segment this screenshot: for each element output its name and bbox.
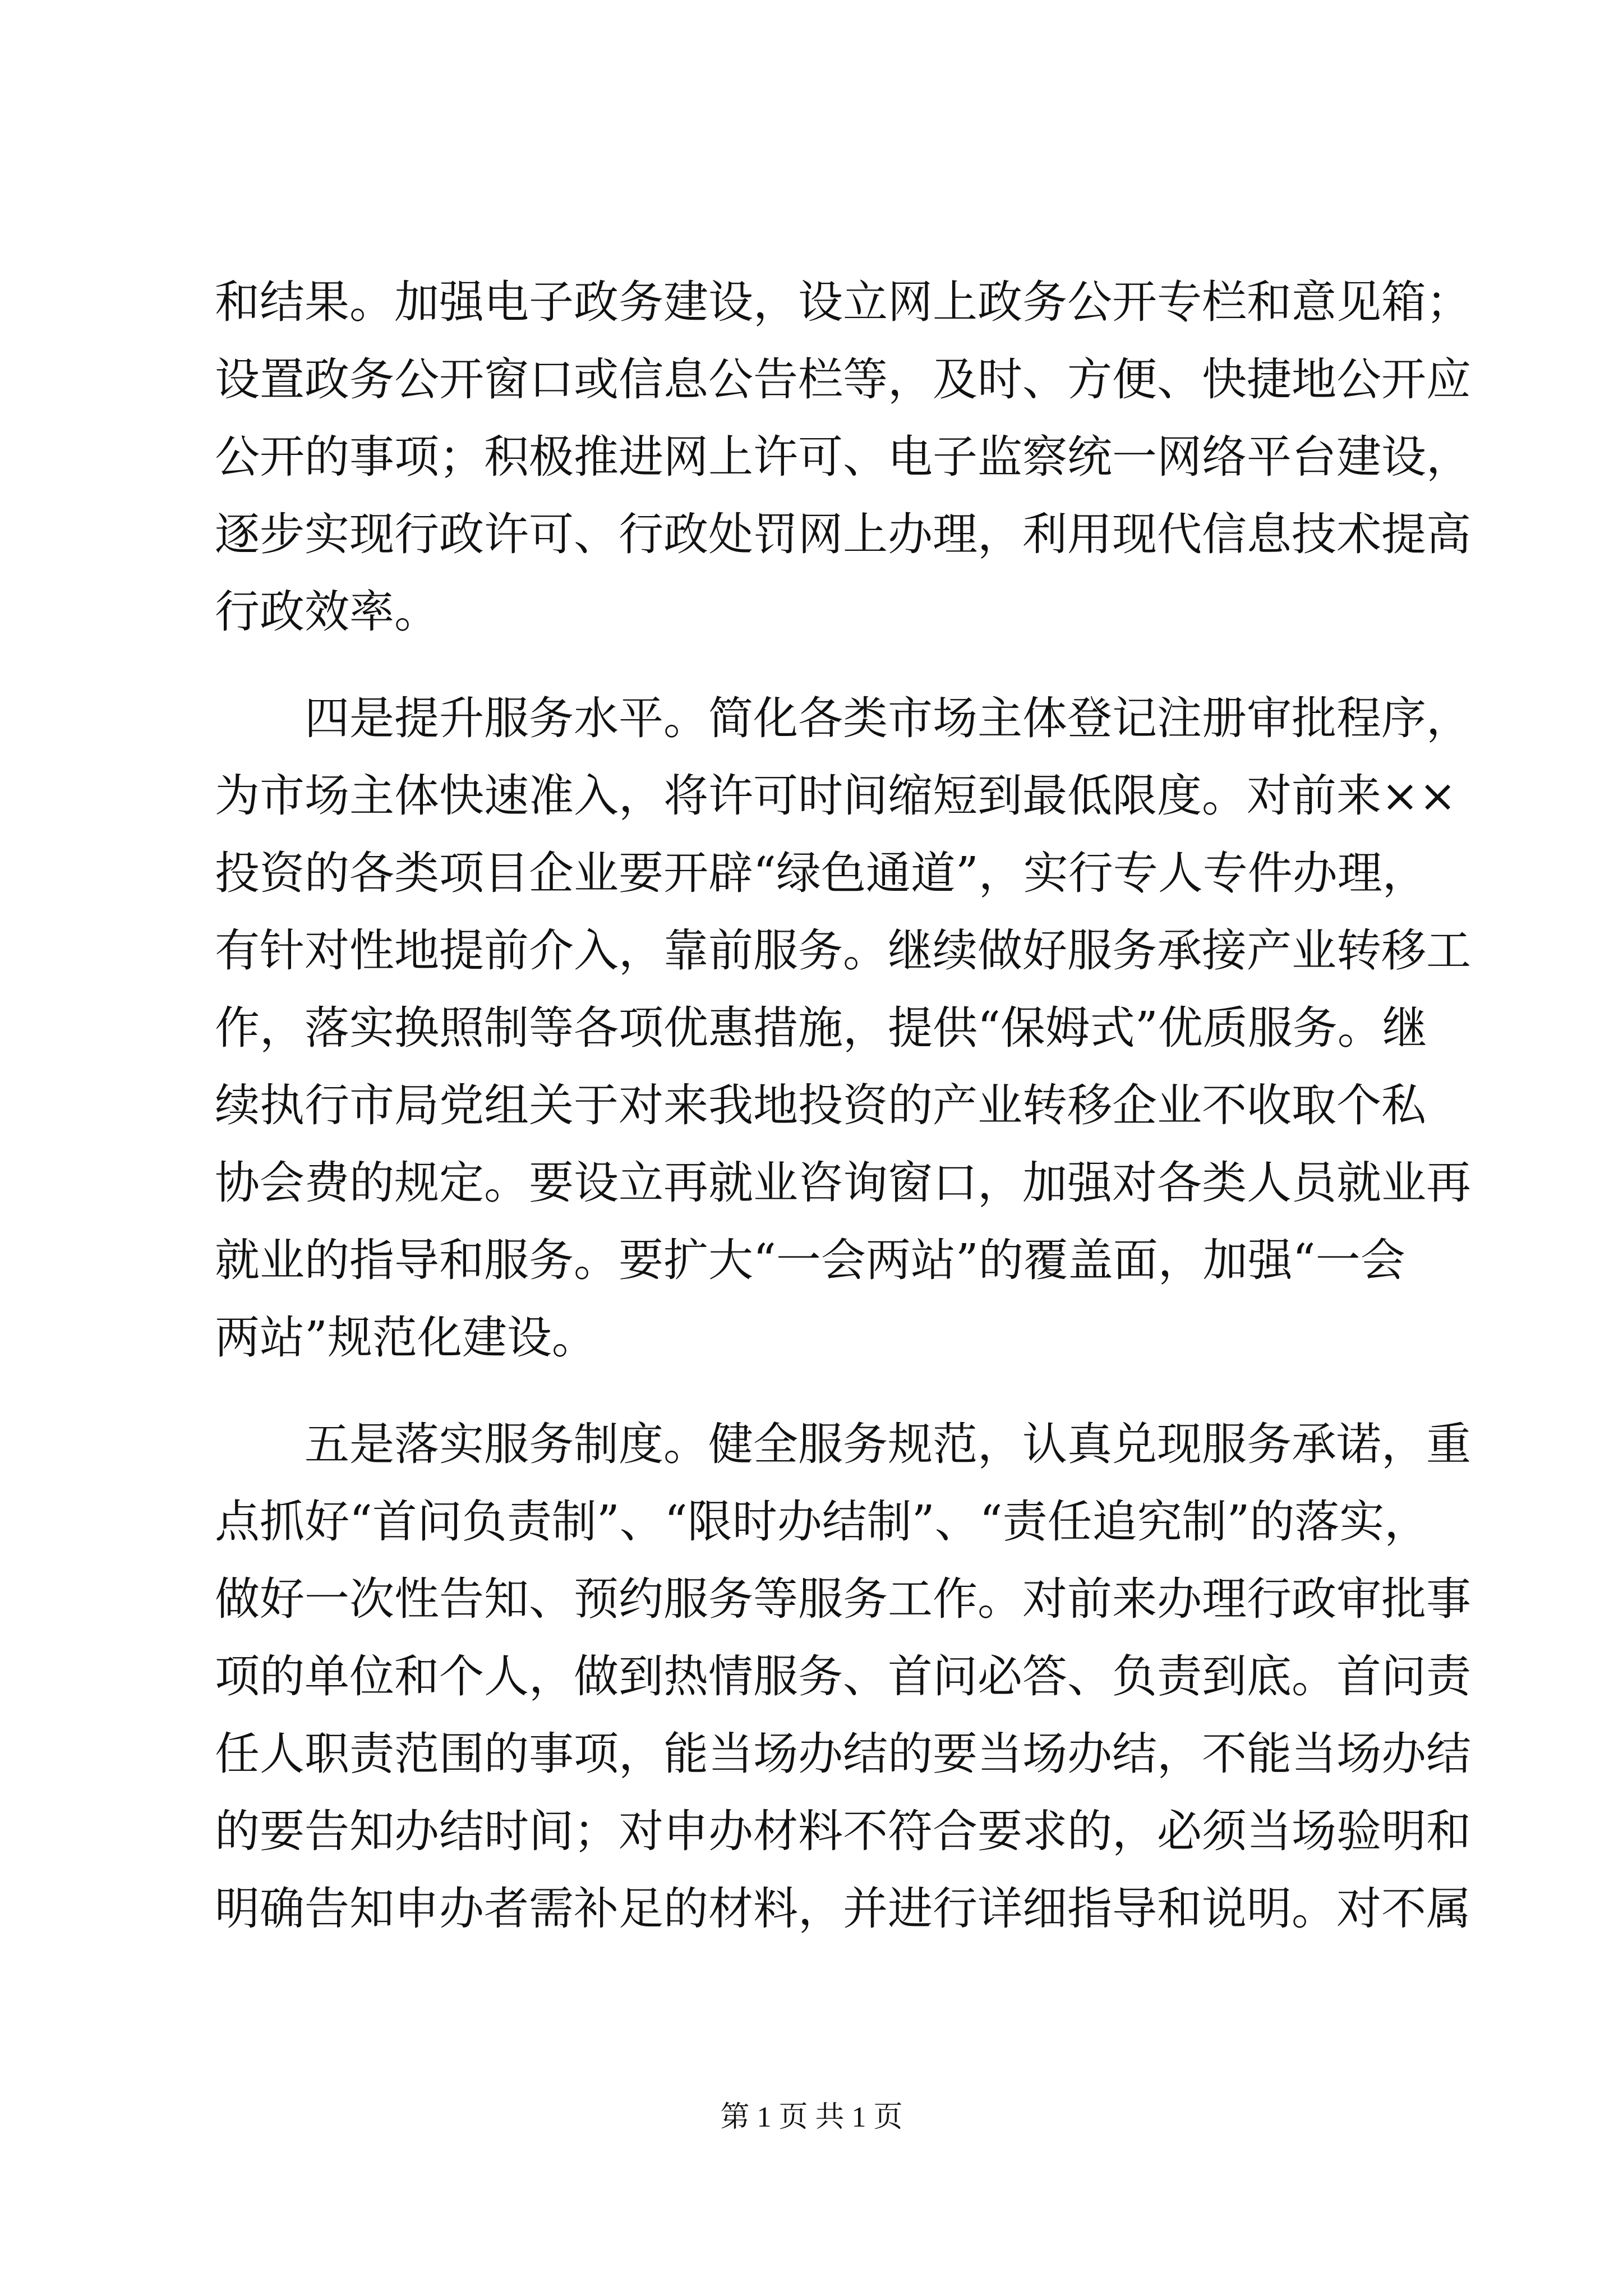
page-footer: 第 1 页 共 1 页 [720, 2101, 903, 2133]
text-line: 任人职责范围的事项，能当场办结的要当场办结，不能当场办结 [215, 1728, 1471, 1780]
text-line: 协会费的规定。要设立再就业咨询窗口，加强对各类人员就业再 [215, 1157, 1471, 1209]
text-line: 和结果。加强电子政务建设，设立网上政务公开专栏和意见箱； [215, 276, 1471, 328]
text-line: 五是落实服务制度。健全服务规范，认真兑现服务承诺，重 [215, 1418, 1471, 1470]
text-line: 点抓好“首问负责制”、“限时办结制”、“责任追究制”的落实， [215, 1496, 1430, 1548]
paragraph-3 [215, 1406, 1471, 1948]
text-line: 项的单位和个人，做到热情服务、首问必答、负责到底。首问责 [215, 1650, 1471, 1703]
paragraph-spacer [215, 1377, 1415, 1406]
text-line: 有针对性地提前介入，靠前服务。继续做好服务承接产业转移工 [215, 924, 1471, 977]
text-line: 逐步实现行政许可、行政处罚网上办理，利用现代信息技术提高 [215, 508, 1471, 560]
text-line: 续执行市局党组关于对来我地投资的产业转移企业不收取个私 [215, 1079, 1426, 1131]
paragraph-spacer [215, 651, 1415, 680]
paragraph-2 [215, 680, 1471, 1377]
paragraph-1 [215, 264, 1471, 651]
text-line: 做好一次性告知、预约服务等服务工作。对前来办理行政审批事 [215, 1573, 1471, 1625]
text-line: 作，落实换照制等各项优惠措施，提供“保姆式”优质服务。继 [215, 1002, 1427, 1054]
text-line: 明确告知申办者需补足的材料，并进行详细指导和说明。对不属 [215, 1883, 1471, 1935]
text-line: 公开的事项；积极推进网上许可、电子监察统一网络平台建设， [215, 431, 1471, 483]
text-line: 四是提升服务水平。简化各类市场主体登记注册审批程序， [215, 692, 1471, 744]
text-line: 两站”规范化建设。 [215, 1312, 597, 1364]
text-line: 为市场主体快速准入，将许可时间缩短到最低限度。对前来×× [215, 770, 1457, 822]
text-line: 的要告知办结时间；对申办材料不符合要求的，必须当场验明和 [215, 1805, 1471, 1857]
text-line: 设置政务公开窗口或信息公告栏等，及时、方便、快捷地公开应 [215, 353, 1471, 406]
document-body [215, 264, 1471, 1948]
text-line: 行政效率。 [215, 586, 439, 638]
text-line: 投资的各类项目企业要开辟“绿色通道”，实行专人专件办理， [215, 847, 1427, 899]
text-line: 就业的指导和服务。要扩大“一会两站”的覆盖面，加强“一会 [215, 1234, 1405, 1286]
